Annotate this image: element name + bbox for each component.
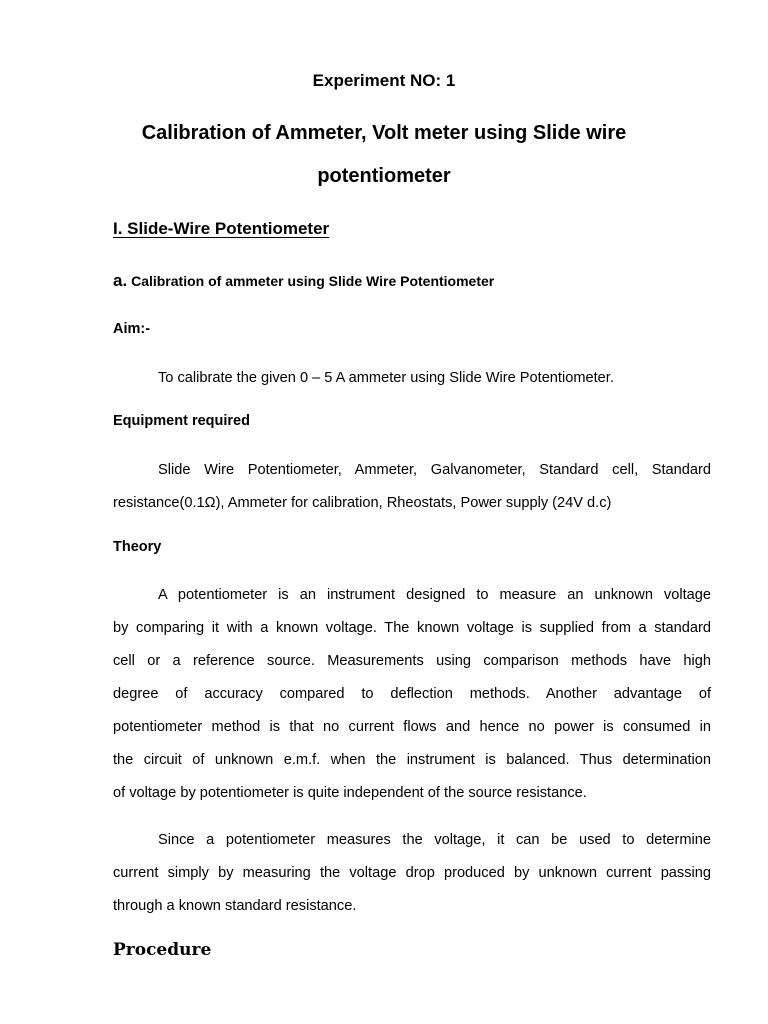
theory-line: the circuit of unknown e.m.f. when the instrument is balanced. Thus determination — [113, 752, 711, 768]
title-line-1: Calibration of Ammeter, Volt meter using Slide wire — [141, 122, 627, 144]
since-line: through a known standard resistance. — [113, 898, 357, 914]
title-line-2: potentiometer — [317, 165, 451, 187]
theory-paragraph — [113, 586, 711, 817]
aim-label: Aim:- — [113, 321, 151, 337]
experiment-number: Experiment NO: 1 — [312, 71, 456, 90]
equipment-line: Slide Wire Potentiometer, Ammeter, Galvanometer, Standard cell, Standard — [158, 462, 711, 478]
since-paragraph — [113, 831, 711, 930]
equipment-paragraph — [113, 461, 711, 527]
sub-heading-text: Calibration of ammeter using Slide Wire Potentiometer — [131, 273, 495, 289]
theory-line: potentiometer method is that no current flows and hence no power is consumed in — [113, 719, 711, 735]
equipment-line: resistance(0.1Ω), Ammeter for calibration, Rheostats, Power supply (24V d.c) — [113, 495, 612, 511]
procedure-heading: Procedure — [113, 940, 212, 960]
equipment-label: Equipment required — [113, 413, 250, 429]
section-heading: I. Slide-Wire Potentiometer — [113, 219, 330, 238]
theory-label: Theory — [113, 539, 162, 555]
sub-heading-letter: a. — [113, 271, 128, 290]
aim-text: To calibrate the given 0 – 5 A ammeter using Slide Wire Potentiometer. — [158, 370, 614, 386]
theory-line: of voltage by potentiometer is quite independent of the source resistance. — [113, 785, 587, 801]
theory-line: cell or a reference source. Measurements using comparison methods have high — [113, 653, 711, 669]
aim-paragraph — [113, 369, 711, 402]
sub-heading — [113, 271, 494, 291]
theory-line: degree of accuracy compared to deflection methods. Another advantage of — [113, 686, 711, 702]
theory-line: A potentiometer is an instrument designed to measure an unknown voltage — [158, 587, 711, 603]
theory-line: by comparing it with a known voltage. The known voltage is supplied from a standard — [113, 620, 711, 636]
since-line: current simply by measuring the voltage drop produced by unknown current passing — [113, 865, 711, 881]
since-line: Since a potentiometer measures the voltage, it can be used to determine — [158, 832, 711, 848]
